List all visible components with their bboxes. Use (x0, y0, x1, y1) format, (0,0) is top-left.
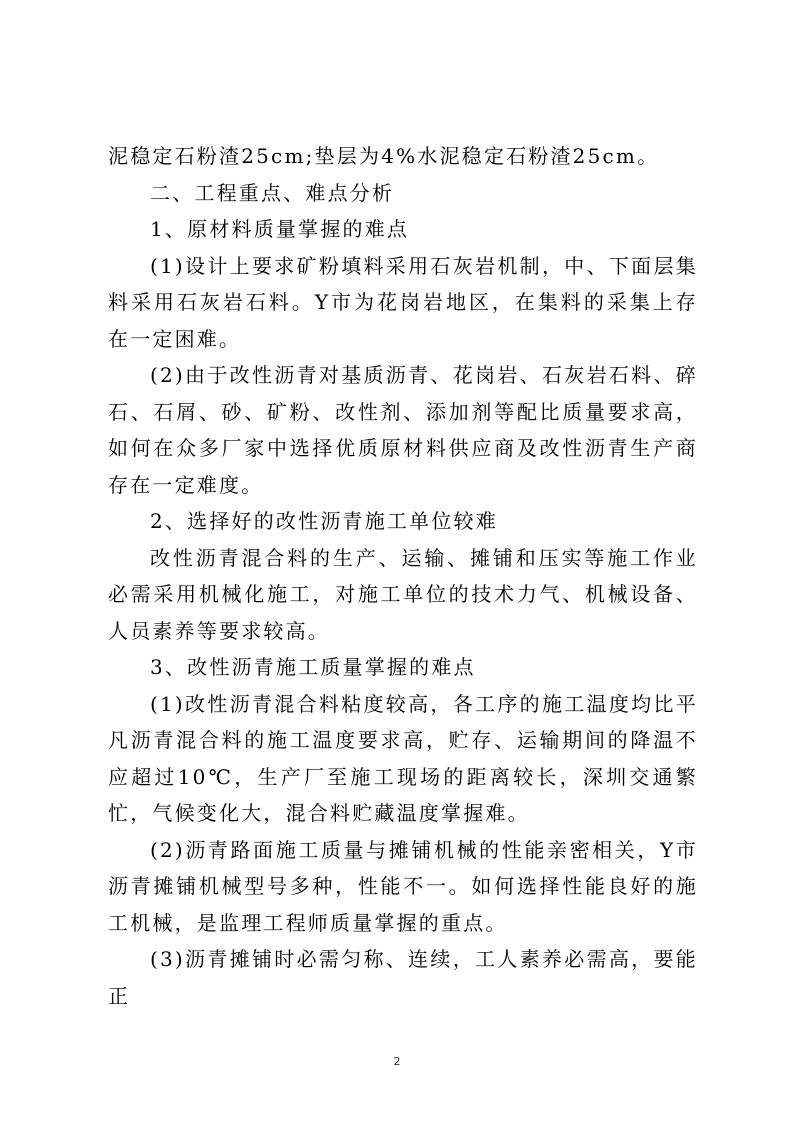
paragraph-continuation: 泥稳定石粉渣25cm;垫层为4%水泥稳定石粉渣25cm。 (108, 144, 660, 168)
paragraph-construction-quality-1: (1)改性沥青混合料粘度较高，各工序的施工温度均比平凡沥青混合料的施工温度要求高，贮存、运输期间的降温不应超过10℃，生产厂至施工现场的距离较长，深圳交通繁忙，气候变化大，混合料贮藏温度掌握难。 (108, 691, 698, 825)
paragraph-construction-quality-3: (3)沥青摊铺时必需匀称、连续，工人素养必需高，要能正 (108, 947, 698, 1008)
page-number: 2 (393, 1055, 401, 1068)
subheading-construction-quality: 3、改性沥青施工质量掌握的难点 (150, 655, 476, 679)
paragraph-contractor-selection: 改性沥青混合料的生产、运输、摊铺和压实等施工作业必需采用机械化施工，对施工单位的技术力气、机械设备、人员素养等要求较高。 (108, 545, 698, 643)
document-body (108, 138, 698, 1014)
paragraph-raw-material-2: (2)由于改性沥青对基质沥青、花岗岩、石灰岩石料、碎石、石屑、砂、矿粉、改性剂、添加剂等配比质量要求高，如何在众多厂家中选择优质原材料供应商及改性沥青生产商存在一定难度。 (108, 363, 698, 497)
paragraph-construction-quality-2: (2)沥青路面施工质量与摊铺机械的性能亲密相关，Y市沥青摊铺机械型号多种，性能不一。如何选择性能良好的施工机械，是监理工程师质量掌握的重点。 (108, 837, 698, 935)
subheading-contractor-selection: 2、选择好的改性沥青施工单位较难 (150, 509, 498, 533)
paragraph-raw-material-1: (1)设计上要求矿粉填料采用石灰岩机制，中、下面层集料采用石灰岩石料。Y市为花岗岩地区，在集料的采集上存在一定困难。 (108, 253, 698, 351)
section-heading-key-points: 二、工程重点、难点分析 (150, 180, 395, 205)
subheading-raw-material-quality: 1、原材料质量掌握的难点 (150, 217, 410, 241)
